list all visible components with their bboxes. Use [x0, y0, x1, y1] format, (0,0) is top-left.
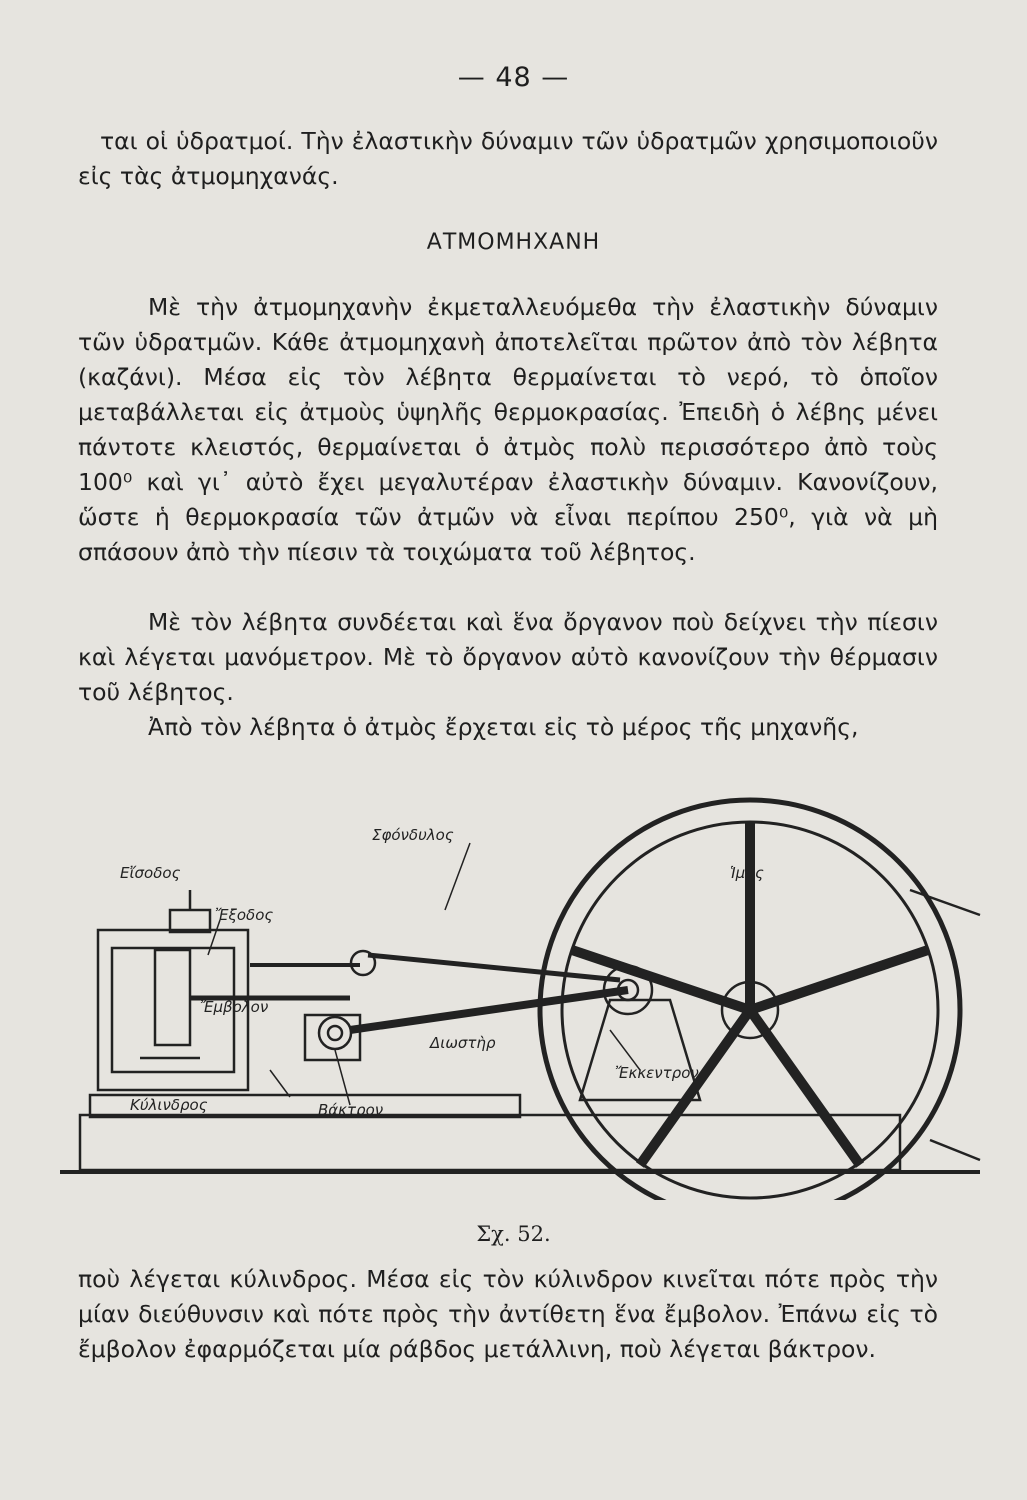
paragraph-5: ποὺ λέγεται κύλινδρος. Μέσα εἰς τὸν κύλινδρον κινεῖται πότε πρὸς τὴν μίαν διεύθυνσιν καὶ πότε πρὸς τὴν ἀντίθετη ἕνα ἔμβολον. Ἐπάνω εἰς τὸ ἔμβολον ἐφαρμόζεται μία ράβδος μετάλλινη, ποὺ λέγεται βάκτρον. — [78, 1265, 938, 1363]
paragraph-3: Μὲ τὸν λέβητα συνδέεται καὶ ἕνα ὄργανον ποὺ δείχνει τὴν πίεσιν καὶ λέγεται μανόμετρον. Μὲ τὸ ὄργανον αὐτὸ κανονίζουν τὴν θέρμασιν τοῦ λέβητος. — [78, 608, 938, 706]
label-flywheel: Σφόνδυλος — [372, 826, 454, 844]
paragraph-2: Μὲ τὴν ἀτμομηχανὴν ἐκμεταλλευόμεθα τὴν ἐλαστικὴν δύναμιν τῶν ὑδρατμῶν. Κάθε ἀτμομηχανὴ ἀποτελεῖται πρῶτον ἀπὸ τὸν λέβητα (καζάνι). Μέσα εἰς τὸν λέβητα θερμαίνεται τὸ νερό, τὸ ὁποῖον μεταβάλλεται εἰς ἀτμοὺς ὑψηλῆς θερμοκρασίας. Ἐπειδὴ ὁ λέβης μένει πάντοτε κλειστός, θερμαίνεται ὁ ἀτμὸς πολὺ περισσότερο ἀπὸ τοὺς 100⁰ καὶ γι᾽ αὐτὸ ἔχει μεγαλυτέραν ἐλαστικὴν δύναμιν. Κανονίζουν, ὥστε ἡ θερμοκρασία τῶν ἀτμῶν νὰ εἶναι περίπου 250⁰, γιὰ νὰ μὴ σπάσουν ἀπὸ τὴν πίεσιν τὰ τοιχώματα τοῦ λέβητος. — [78, 293, 938, 566]
label-piston: Ἔμβολον — [200, 998, 269, 1016]
eccentric-rod — [368, 955, 620, 980]
figure-caption: Σχ. 52. — [476, 1222, 551, 1246]
label-outlet: Ἔξοδος — [215, 906, 274, 924]
label-piston-rod: Βάκτρον — [318, 1101, 384, 1119]
bearing-pedestal — [580, 1000, 700, 1100]
steam-engine-figure — [50, 780, 990, 1200]
inlet-pipe — [170, 910, 210, 932]
paragraph-1: ται οἱ ὑδρατμοί. Τὴν ἐλαστικὴν δύναμιν τῶν ὑδρατμῶν χρησιμοποιοῦν εἰς τὰς ἀτμομηχανάς. — [78, 127, 938, 190]
section-heading: ΑΤΜΟΜΗΧΑΝΗ — [426, 230, 601, 255]
label-connecting-rod: Διωστὴρ — [430, 1034, 496, 1052]
label-inlet: Εἴσοδος — [120, 864, 181, 882]
piston — [155, 950, 190, 1045]
crosshead-support — [305, 1015, 360, 1060]
label-cylinder: Κύλινδρος — [130, 1096, 208, 1114]
belt — [930, 1140, 980, 1160]
flywheel-spoke — [640, 1010, 750, 1165]
flywheel-spoke — [750, 1010, 860, 1165]
paragraph-4: Ἀπὸ τὸν λέβητα ὁ ἀτμὸς ἔρχεται εἰς τὸ μέρος τῆς μηχανῆς, — [148, 713, 859, 741]
label-eccentric: Ἔκκεντρον — [615, 1064, 699, 1082]
connecting-rod — [350, 990, 628, 1030]
page-number: — 48 — — [457, 62, 570, 93]
flywheel-spoke — [750, 950, 928, 1010]
label-belt: Ἱμάς — [730, 864, 764, 882]
belt — [910, 890, 980, 915]
engine-bed — [80, 1115, 900, 1170]
crosshead — [319, 1017, 351, 1049]
